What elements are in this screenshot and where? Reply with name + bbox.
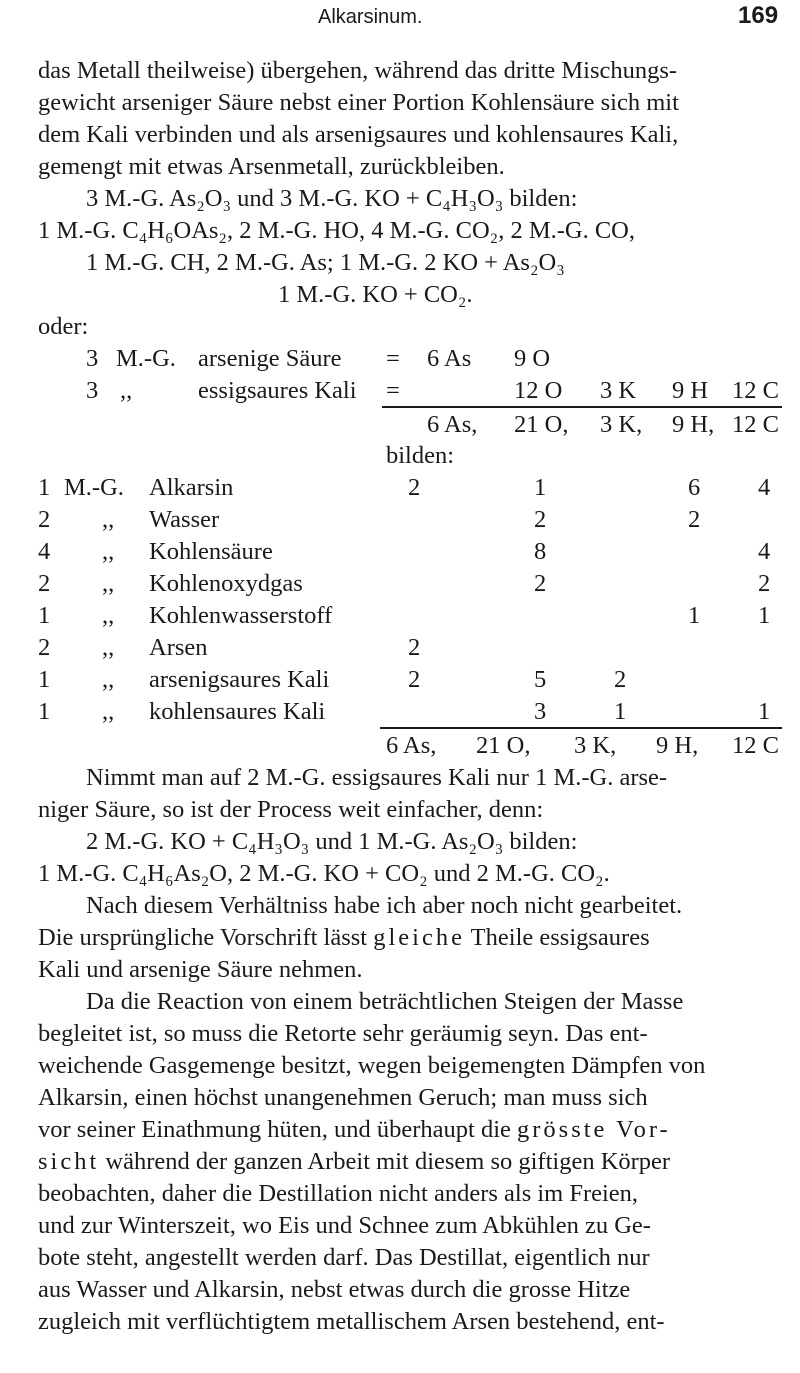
substance: Arsen xyxy=(149,634,208,661)
o-count: 3 xyxy=(534,698,547,725)
unit: ,, xyxy=(102,698,115,725)
as-count: 2 xyxy=(408,666,421,693)
o-count: 5 xyxy=(534,666,547,693)
running-header: Alkarsinum. xyxy=(318,6,423,28)
text-line: aus Wasser und Alkarsin, nebst etwas durch die grosse Hitze xyxy=(38,1276,631,1303)
o-value: 12 O xyxy=(514,377,563,404)
unit: ,, xyxy=(102,538,115,565)
qty: 1 xyxy=(38,602,51,629)
qty: 1 xyxy=(38,474,51,501)
k-value: 3 K xyxy=(600,377,637,404)
text-line: das Metall theilweise) übergehen, während das dritte Mischungs- xyxy=(38,57,678,84)
bilden-label: bilden: xyxy=(386,442,455,469)
equation-line: 2 M.-G. KO + C₄H₃O₃ und 1 M.-G. As₂O₃ bilden: xyxy=(86,828,578,855)
equals: = xyxy=(386,377,400,404)
as-value: 6 As xyxy=(427,345,472,372)
equation-line: 1 M.-G. KO + CO₂. xyxy=(278,281,473,308)
c-count: 4 xyxy=(758,474,771,501)
text-segment: während der ganzen Arbeit mit diesem so giftigen Körper xyxy=(99,1148,671,1175)
k-count: 1 xyxy=(614,698,627,725)
unit: ,, xyxy=(120,377,133,404)
qty: 2 xyxy=(38,506,51,533)
text-line xyxy=(38,1147,670,1177)
unit: ,, xyxy=(102,506,115,533)
page-number: 169 xyxy=(738,2,779,29)
equation-line: 1 M.-G. CH, 2 M.-G. As; 1 M.-G. 2 KO + As₂O₃ xyxy=(86,249,565,276)
qty: 2 xyxy=(38,570,51,597)
as-count: 2 xyxy=(408,474,421,501)
text-line: beobachten, daher die Destillation nicht anders als im Freien, xyxy=(38,1180,639,1207)
text-line: gewicht arseniger Säure nebst einer Portion Kohlensäure sich mit xyxy=(38,89,679,116)
c-count: 2 xyxy=(758,570,771,597)
qty: 1 xyxy=(38,666,51,693)
oder-label: oder: xyxy=(38,313,89,340)
c-count: 1 xyxy=(758,602,771,629)
total-o: 21 O, xyxy=(476,732,531,759)
substance: Kohlenwasserstoff xyxy=(149,602,333,629)
total-as: 6 As, xyxy=(386,732,437,759)
text-segment: vor seiner Einathmung hüten, und überhaupt die xyxy=(38,1116,517,1143)
total-rule xyxy=(380,727,782,729)
o-count: 1 xyxy=(534,474,547,501)
text-line: Alkarsin, einen höchst unangenehmen Geruch; man muss sich xyxy=(38,1084,648,1111)
spaced-emphasis: grösste Vor- xyxy=(517,1116,671,1143)
c-count: 1 xyxy=(758,698,771,725)
text-line: und zur Winterszeit, wo Eis und Schnee zum Abkühlen zu Ge- xyxy=(38,1212,651,1239)
text-line: zugleich mit verflüchtigtem metallischem Arsen bestehend, ent- xyxy=(38,1308,665,1335)
h-value: 9 H xyxy=(672,377,709,404)
substance: arsenigsaures Kali xyxy=(149,666,330,693)
unit: ,, xyxy=(102,602,115,629)
qty: 2 xyxy=(38,634,51,661)
equation-line: 3 M.-G. As₂O₃ und 3 M.-G. KO + C₄H₃O₃ bilden: xyxy=(86,185,578,212)
total-k: 3 K, xyxy=(574,732,617,759)
text-line: Nimmt man auf 2 M.-G. essigsaures Kali nur 1 M.-G. arse- xyxy=(86,764,668,791)
qty: 1 xyxy=(38,698,51,725)
substance: arsenige Säure xyxy=(198,345,342,372)
unit: ,, xyxy=(102,634,115,661)
qty: 4 xyxy=(38,538,51,565)
unit: ,, xyxy=(102,570,115,597)
c-count: 4 xyxy=(758,538,771,565)
equation-line: 1 M.-G. C₄H₆As₂O, 2 M.-G. KO + CO₂ und 2 M.-G. CO₂. xyxy=(38,860,610,887)
sum-rule xyxy=(382,406,782,408)
text-line xyxy=(38,1115,671,1145)
sum-h: 9 H, xyxy=(672,411,715,438)
h-count: 1 xyxy=(688,602,701,629)
substance: Alkarsin xyxy=(149,474,234,501)
equation-line: 1 M.-G. C₄H₆OAs₂, 2 M.-G. HO, 4 M.-G. CO₂, 2 M.-G. CO, xyxy=(38,217,635,244)
substance: Kohlensäure xyxy=(149,538,273,565)
substance: Wasser xyxy=(149,506,220,533)
unit: M.-G. xyxy=(116,345,176,372)
o-count: 2 xyxy=(534,506,547,533)
text-segment: Theile essigsaures xyxy=(465,924,650,951)
text-line: Da die Reaction von einem beträchtlichen Steigen der Masse xyxy=(86,988,684,1015)
spaced-emphasis: gleiche xyxy=(373,924,465,951)
substance: essigsaures Kali xyxy=(198,377,357,404)
total-c: 12 C xyxy=(732,732,779,759)
h-count: 6 xyxy=(688,474,701,501)
substance: Kohlenoxydgas xyxy=(149,570,303,597)
as-count: 2 xyxy=(408,634,421,661)
text-line: Kali und arsenige Säure nehmen. xyxy=(38,956,363,983)
k-count: 2 xyxy=(614,666,627,693)
equals: = xyxy=(386,345,400,372)
o-value: 9 O xyxy=(514,345,551,372)
sum-k: 3 K, xyxy=(600,411,643,438)
unit: ,, xyxy=(102,666,115,693)
text-segment: Die ursprüngliche Vorschrift lässt xyxy=(38,924,374,951)
text-line xyxy=(38,923,650,953)
sum-o: 21 O, xyxy=(514,411,569,438)
unit: M.-G. xyxy=(64,474,124,501)
text-line: weichende Gasgemenge besitzt, wegen beigemengten Dämpfen von xyxy=(38,1052,706,1079)
text-line: Nach diesem Verhältniss habe ich aber noch nicht gearbeitet. xyxy=(86,892,683,919)
sum-c: 12 C xyxy=(732,411,779,438)
o-count: 8 xyxy=(534,538,547,565)
text-line: gemengt mit etwas Arsenmetall, zurückbleiben. xyxy=(38,153,505,180)
spaced-emphasis: sicht xyxy=(38,1148,100,1175)
text-line: bote steht, angestellt werden darf. Das Destillat, eigentlich nur xyxy=(38,1244,650,1271)
qty: 3 xyxy=(86,345,99,372)
sum-as: 6 As, xyxy=(427,411,478,438)
total-h: 9 H, xyxy=(656,732,699,759)
text-line: begleitet ist, so muss die Retorte sehr geräumig seyn. Das ent- xyxy=(38,1020,648,1047)
substance: kohlensaures Kali xyxy=(149,698,326,725)
qty: 3 xyxy=(86,377,99,404)
text-line: niger Säure, so ist der Process weit einfacher, denn: xyxy=(38,796,544,823)
h-count: 2 xyxy=(688,506,701,533)
c-value: 12 C xyxy=(732,377,779,404)
o-count: 2 xyxy=(534,570,547,597)
text-line: dem Kali verbinden und als arsenigsaures und kohlensaures Kali, xyxy=(38,121,679,148)
